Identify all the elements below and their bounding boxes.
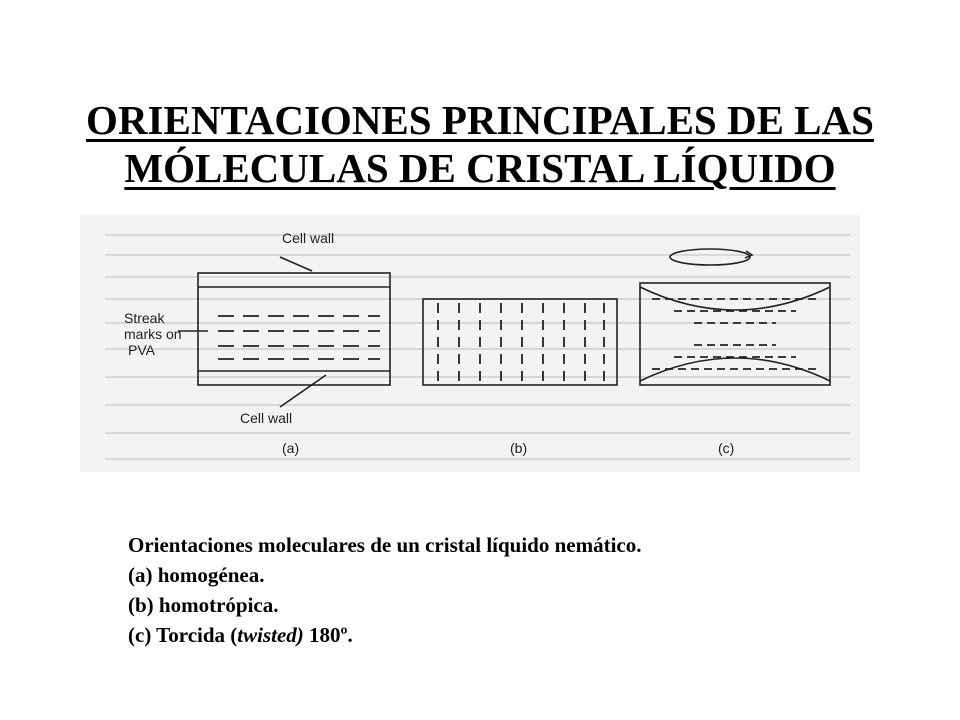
label-streak-3: PVA xyxy=(128,342,155,358)
caption-line-4-prefix: (c) Torcida ( xyxy=(128,623,238,647)
title-line-1: ORIENTACIONES PRINCIPALES DE LAS xyxy=(86,97,874,143)
caption-line-3: (b) homotrópica. xyxy=(128,593,279,617)
caption-line-1: Orientaciones moleculares de un cristal líquido nemático. xyxy=(128,533,642,557)
label-streak-1: Streak xyxy=(124,310,165,326)
label-cell-wall-top: Cell wall xyxy=(282,230,335,246)
label-cell-wall-bottom: Cell wall xyxy=(240,410,293,426)
caption-line-4-suffix: 180º. xyxy=(303,623,353,647)
caption-line-2: (a) homogénea. xyxy=(128,563,265,587)
nematic-orientation-figure xyxy=(80,215,860,472)
label-c: (c) xyxy=(718,440,735,456)
figure-caption xyxy=(128,530,642,650)
figure-svg xyxy=(80,215,860,472)
label-b: (b) xyxy=(510,440,528,456)
caption-line-4 xyxy=(128,620,642,650)
page-title xyxy=(0,96,960,192)
caption-line-4-italic: twisted) xyxy=(237,623,304,647)
label-a: (a) xyxy=(282,440,300,456)
title-line-2: MÓLECULAS DE CRISTAL LÍQUIDO xyxy=(124,145,836,191)
label-streak-2: marks on xyxy=(124,326,182,342)
